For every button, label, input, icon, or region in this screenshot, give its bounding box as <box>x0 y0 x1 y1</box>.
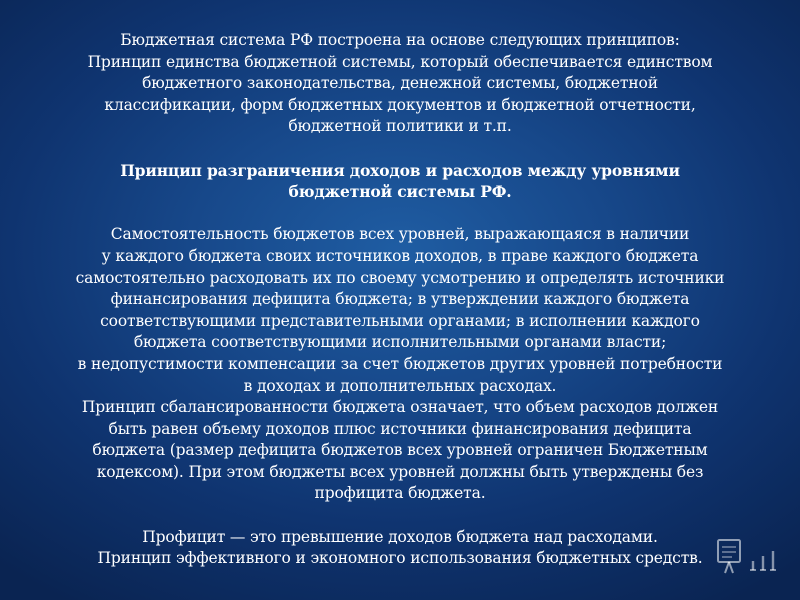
text-line: бюджета соответствующими исполнительными органами власти; <box>133 333 667 352</box>
text-line: в недопустимости компенсации за счет бюджетов других уровней потребности <box>77 354 723 373</box>
text-line: Принцип единства бюджетной системы, который обеспечивается единством <box>87 52 713 71</box>
text-line: профицита бюджета. <box>314 484 486 503</box>
text-line: в доходах и дополнительных расходах. <box>243 376 557 395</box>
presentation-logo-icon <box>716 537 780 577</box>
paragraph-spacer <box>16 203 784 225</box>
text-line: Принцип эффективного и экономного использования бюджетных средств. <box>97 549 703 568</box>
slide-text-body <box>16 30 784 570</box>
text-line: бюджетной системы РФ. <box>288 182 512 202</box>
paragraph-intro <box>16 30 784 138</box>
text-line: быть равен объему доходов плюс источники финансирования дефицита <box>108 419 692 438</box>
text-line: у каждого бюджета своих источников доходов, в праве каждого бюджета <box>101 246 699 265</box>
text-line: финансирования дефицита бюджета; в утверждении каждого бюджета <box>110 290 690 309</box>
text-line: Принцип разграничения доходов и расходов между уровнями <box>120 160 680 180</box>
text-line: классификации, форм бюджетных документов и бюджетной отчетности, <box>104 95 696 114</box>
paragraph-spacer <box>16 138 784 160</box>
text-line: Профицит — это превышение доходов бюджета над расходами. <box>142 527 658 546</box>
text-line: самостоятельно расходовать их по своему усмотрению и определять источники <box>75 268 725 287</box>
paragraph-principle-delimitation <box>16 160 784 203</box>
text-line: бюджетного законодательства, денежной системы, бюджетной <box>142 74 658 93</box>
text-line: кодексом). При этом бюджеты всех уровней должны быть утверждены без <box>96 462 704 481</box>
paragraph-independence <box>16 224 784 505</box>
text-line: Бюджетная система РФ построена на основе следующих принципов: <box>120 31 680 49</box>
text-line: соответствующими представительными органами; в исполнении каждого <box>100 311 700 330</box>
text-line: Принцип сбалансированности бюджета означает, что объем расходов должен <box>81 398 719 417</box>
text-line: Самостоятельность бюджетов всех уровней, выражающаяся в наличии <box>110 225 690 244</box>
paragraph-spacer <box>16 505 784 527</box>
text-line: бюджетной политики и т.п. <box>288 117 512 136</box>
paragraph-surplus <box>16 527 784 570</box>
text-line: бюджета (размер дефицита бюджетов всех уровней ограничен Бюджетным <box>92 441 708 460</box>
